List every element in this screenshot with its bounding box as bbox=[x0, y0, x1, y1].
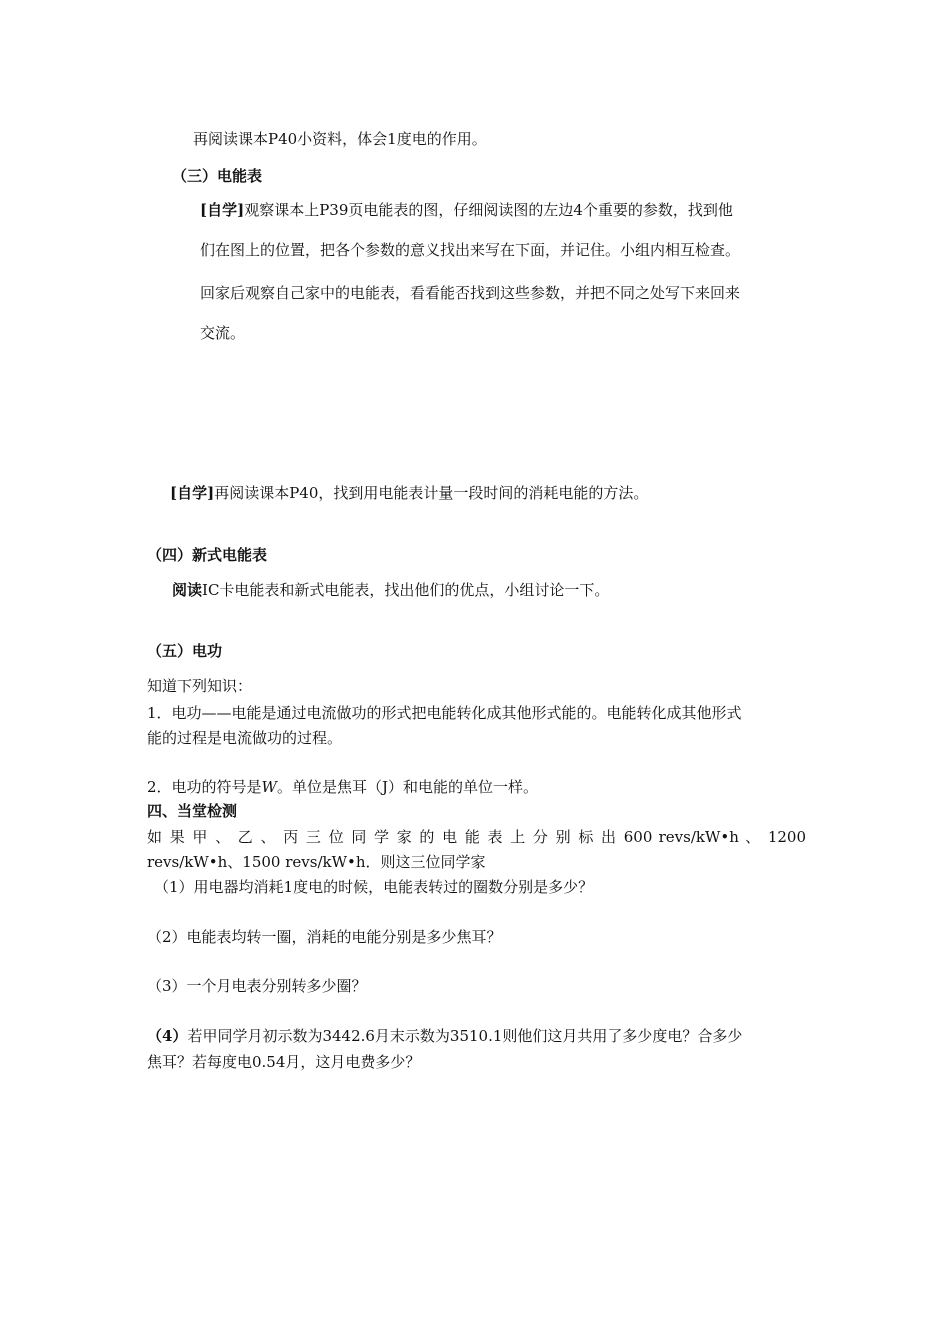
heading-meter: （三）电能表 bbox=[172, 167, 263, 185]
heading-test: 四、当堂检测 bbox=[147, 802, 238, 820]
self-study2-tag: [自学] bbox=[170, 484, 215, 502]
read-text: IC卡电能表和新式电能表，找出他们的优点，小组讨论一下。 bbox=[202, 581, 610, 599]
self-study2-text: 再阅读课本P40，找到用电能表计量一段时间的消耗电能的方法。 bbox=[214, 484, 649, 502]
intro-line: 知道下列知识： bbox=[147, 677, 253, 695]
test-intro-line1: 如 果 甲 、 乙 、 丙 三 位 同 学 家 的 电 能 表 上 分 别 标 出 600 revs/kW•h 、 1200 bbox=[147, 828, 806, 846]
self-study-line4: 交流。 bbox=[200, 324, 246, 342]
question-4-tag: （4） bbox=[147, 1027, 188, 1045]
question-2: （2）电能表均转一圈，消耗的电能分别是多少焦耳？ bbox=[147, 928, 502, 946]
self-study-text1: 观察课本上P39页电能表的图，仔细阅读图的左边4个重要的参数，找到他 bbox=[244, 201, 733, 219]
question-4-line2: 焦耳？若每度电0.54月，这月电费多少？ bbox=[147, 1053, 421, 1071]
read-note: 再阅读课本P40小资料，体会1度电的作用。 bbox=[193, 130, 487, 148]
point1-line1: 1．电功——电能是通过电流做功的形式把电能转化成其他形式能的。电能转化成其他形式 bbox=[147, 704, 742, 722]
point2-suffix: 。单位是焦耳（J）和电能的单位一样。 bbox=[276, 778, 538, 796]
self-study2-line bbox=[170, 483, 648, 503]
point1-line2: 能的过程是电流做功的过程。 bbox=[147, 729, 343, 747]
self-study-tag: [自学] bbox=[200, 201, 245, 219]
point2-symbol: W bbox=[261, 778, 277, 796]
question-3: （3）一个月电表分别转多少圈？ bbox=[147, 977, 367, 995]
heading-electric-work: （五）电功 bbox=[147, 642, 223, 660]
read-tag: 阅读 bbox=[172, 581, 203, 599]
question-4-text1: 若甲同学月初示数为3442.6月末示数为3510.1则他们这月共用了多少度电？合多少 bbox=[187, 1027, 743, 1045]
question-4-line1 bbox=[147, 1026, 742, 1046]
read-line bbox=[172, 580, 609, 600]
point2-line bbox=[147, 777, 538, 797]
heading-new-meter: （四）新式电能表 bbox=[147, 546, 268, 564]
point2-prefix: 2．电功的符号是 bbox=[147, 778, 262, 796]
self-study-line2: 们在图上的位置，把各个参数的意义找出来写在下面，并记住。小组内相互检查。 bbox=[200, 241, 741, 259]
self-study-line3: 回家后观察自己家中的电能表，看看能否找到这些参数，并把不同之处写下来回来 bbox=[200, 284, 741, 302]
test-intro-line2: revs/kW•h、1500 revs/kW•h．则这三位同学家 bbox=[147, 853, 486, 871]
self-study-line1 bbox=[200, 200, 733, 220]
question-1: （1）用电器均消耗1度电的时候，电能表转过的圈数分别是多少？ bbox=[154, 878, 594, 896]
